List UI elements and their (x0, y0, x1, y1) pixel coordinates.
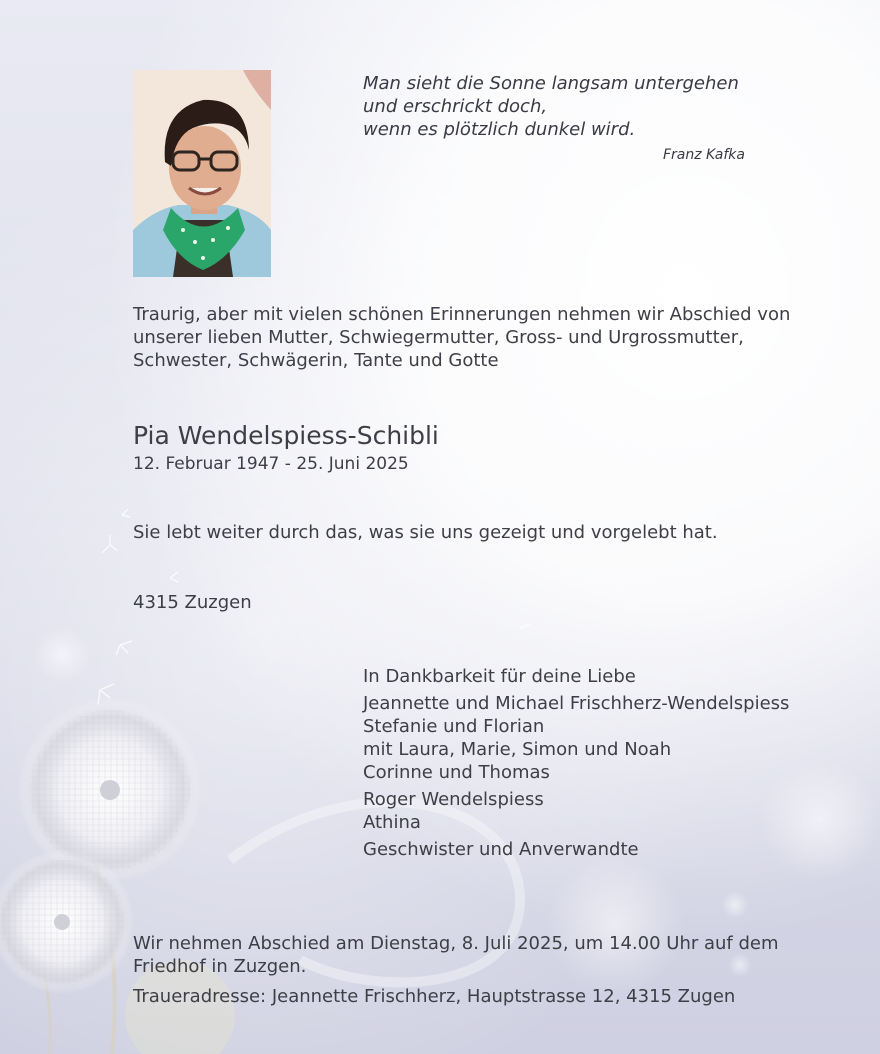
quote (363, 72, 783, 141)
motto-line: Sie lebt weiter durch das, was sie uns gezeigt und vorgelebt hat. (133, 522, 718, 543)
family-heading-line: In Dankbarkeit für deine Liebe (363, 666, 636, 687)
deceased-dates: 12. Februar 1947 - 25. Juni 2025 (133, 454, 409, 474)
family-group (363, 838, 789, 861)
family-member: Geschwister und Anverwandte (363, 839, 639, 860)
family-member: Athina (363, 812, 421, 833)
place-text (133, 591, 252, 614)
service-line: Wir nehmen Abschied am Dienstag, 8. Juli 2025, um 14.00 Uhr auf dem (133, 933, 779, 954)
intro-line: Schwester, Schwägerin, Tante und Gotte (133, 350, 499, 371)
quote-line: wenn es plötzlich dunkel wird. (363, 119, 636, 140)
intro-line: Traurig, aber mit vielen schönen Erinnerungen nehmen wir Abschied von (133, 304, 791, 325)
family-member: Stefanie und Florian (363, 716, 545, 737)
portrait-photo (133, 70, 271, 277)
deceased-name: Pia Wendelspiess-Schibli (133, 421, 439, 450)
family-list (363, 665, 789, 865)
intro-text (133, 303, 790, 372)
quote-author: Franz Kafka (663, 147, 745, 163)
family-member: mit Laura, Marie, Simon und Noah (363, 739, 672, 760)
family-group (363, 788, 789, 834)
intro-line: unserer lieben Mutter, Schwiegermutter, Gross- und Urgrossmutter, (133, 327, 744, 348)
mourning-address (133, 985, 735, 1008)
address-line: Traueradresse: Jeannette Frischherz, Hauptstrasse 12, 4315 Zugen (133, 986, 736, 1007)
family-heading (363, 665, 789, 688)
family-group (363, 692, 789, 784)
family-member: Jeannette und Michael Frischherz-Wendelspiess (363, 693, 790, 714)
family-member: Corinne und Thomas (363, 762, 550, 783)
service-line: Friedhof in Zuzgen. (133, 956, 307, 977)
service-text (133, 932, 779, 978)
motto-text (133, 521, 718, 544)
quote-line: und erschrickt doch, (363, 96, 548, 117)
family-member: Roger Wendelspiess (363, 789, 544, 810)
place-line: 4315 Zuzgen (133, 592, 252, 613)
quote-line: Man sieht die Sonne langsam untergehen (363, 73, 739, 94)
